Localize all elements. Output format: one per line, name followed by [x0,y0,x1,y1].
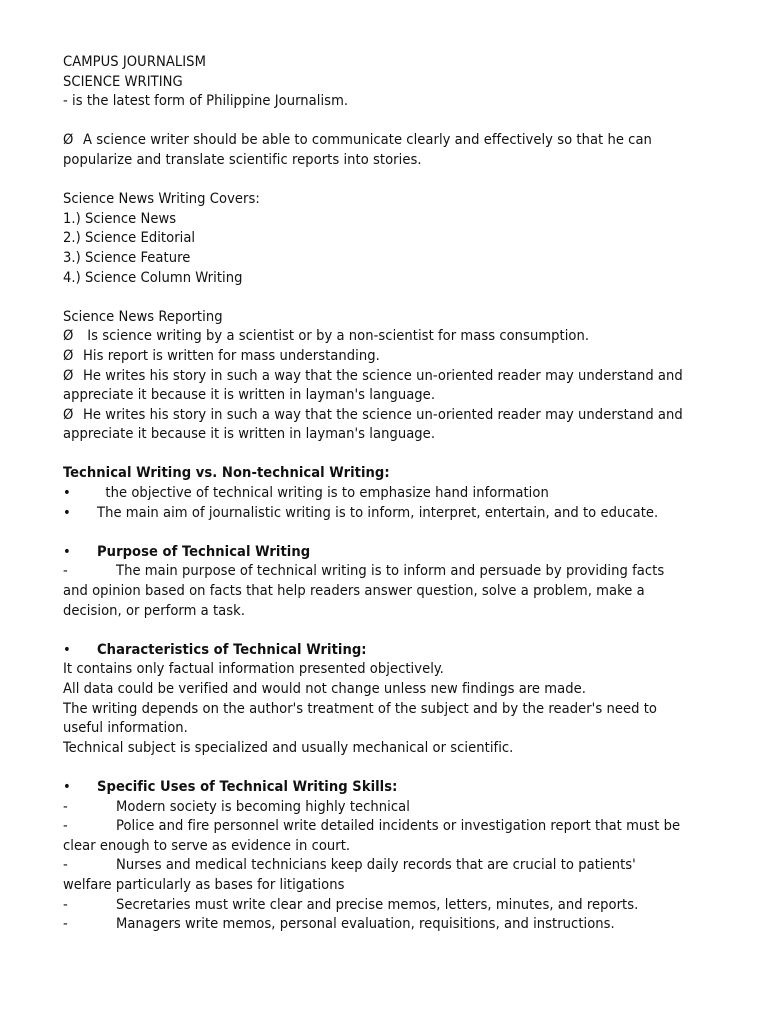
spacer [63,620,713,640]
uses-item-text: Police and fire personnel write detailed incidents or investigation report that must be [116,817,681,835]
bullet-icon: • [63,777,71,795]
uses-item-text: Nurses and medical technicians keep daily records that are crucial to patients' [116,856,636,874]
reporting-point-continuation: appreciate it because it is written in layman's language. [63,425,436,443]
purpose-heading: Purpose of Technical Writing [97,542,311,560]
reporting-point [63,326,713,346]
writer-note-text: A science writer should be able to communicate clearly and effectively so that he can [83,131,652,149]
purpose-heading-line [63,542,713,562]
reporting-point-text: He writes his story in such a way that the science un-oriented reader may understand and [83,366,683,384]
uses-item-continuation: welfare particularly as bases for litigations [63,875,345,893]
reporting-point-text: He writes his story in such a way that the science un-oriented reader may understand and [83,405,683,423]
dash-marker: - [63,562,68,580]
document-page [63,52,713,934]
bullet-icon: • [63,503,71,521]
empty-set-bullet-icon: Ø [63,346,74,364]
characteristics-heading-line [63,640,713,660]
covers-item: 3.) Science Feature [63,248,191,266]
empty-set-bullet-icon: Ø [63,131,74,149]
covers-item: 1.) Science News [63,209,177,227]
technical-vs-item-text: the objective of technical writing is to emphasize hand information [97,484,549,502]
purpose-text: The main purpose of technical writing is to inform and persuade by providing facts [116,562,665,580]
dash-marker: - [63,856,68,874]
characteristics-heading: Characteristics of Technical Writing: [97,640,367,658]
spacer [63,522,713,542]
characteristics-line: Technical subject is specialized and usually mechanical or scientific. [63,738,514,756]
spacer [63,444,713,464]
spacer [63,287,713,307]
uses-item [63,797,713,817]
reporting-heading: Science News Reporting [63,307,223,325]
document-title: CAMPUS JOURNALISM [63,53,206,70]
dash-marker: - [63,817,68,835]
technical-vs-item [63,483,713,503]
dash-marker: - [63,915,68,933]
empty-set-bullet-icon: Ø [63,327,74,345]
characteristics-line: All data could be verified and would not change unless new findings are made. [63,680,586,697]
writer-note-line [63,130,713,150]
dash-marker: - [63,895,68,913]
reporting-point-text: Is science writing by a scientist or by a non-scientist for mass consumption. [83,327,590,345]
characteristics-line: The writing depends on the author's treatment of the subject and by the reader's need to [63,699,657,717]
purpose-line [63,561,713,581]
dash-marker: - [63,797,68,815]
reporting-point [63,346,713,366]
uses-item [63,816,713,836]
covers-item: 2.) Science Editorial [63,229,196,247]
purpose-continuation: and opinion based on facts that help readers answer question, solve a problem, make a [63,582,645,600]
bullet-icon: • [63,484,71,502]
empty-set-bullet-icon: Ø [63,366,74,384]
reporting-point-continuation: appreciate it because it is written in layman's language. [63,386,436,404]
writer-note-continuation: popularize and translate scientific reports into stories. [63,150,422,168]
technical-vs-item [63,503,713,523]
uses-heading: Specific Uses of Technical Writing Skills: [97,777,398,795]
spacer [63,111,713,131]
covers-item: 4.) Science Column Writing [63,268,243,286]
reporting-point [63,366,713,386]
uses-item-text: Secretaries must write clear and precise memos, letters, minutes, and reports. [116,895,639,913]
covers-heading: Science News Writing Covers: [63,190,260,208]
reporting-point [63,405,713,425]
document-subtitle: SCIENCE WRITING [63,72,183,90]
spacer [63,757,713,777]
empty-set-bullet-icon: Ø [63,405,74,423]
uses-item [63,895,713,915]
bullet-icon: • [63,542,71,560]
uses-item [63,914,713,934]
characteristics-line: useful information. [63,719,188,737]
bullet-icon: • [63,640,71,658]
uses-item-continuation: clear enough to serve as evidence in court. [63,836,351,854]
technical-vs-item-text: The main aim of journalistic writing is to inform, interpret, entertain, and to educate. [97,503,659,521]
technical-vs-heading: Technical Writing vs. Non-technical Writing: [63,464,390,482]
spacer [63,170,713,190]
intro-text: - is the latest form of Philippine Journalism. [63,92,349,110]
uses-item [63,855,713,875]
uses-heading-line [63,777,713,797]
uses-item-text: Modern society is becoming highly technical [116,797,410,815]
purpose-continuation: decision, or perform a task. [63,601,246,619]
characteristics-line: It contains only factual information presented objectively. [63,660,444,678]
uses-item-text: Managers write memos, personal evaluation, requisitions, and instructions. [116,915,615,933]
reporting-point-text: His report is written for mass understanding. [83,346,380,364]
